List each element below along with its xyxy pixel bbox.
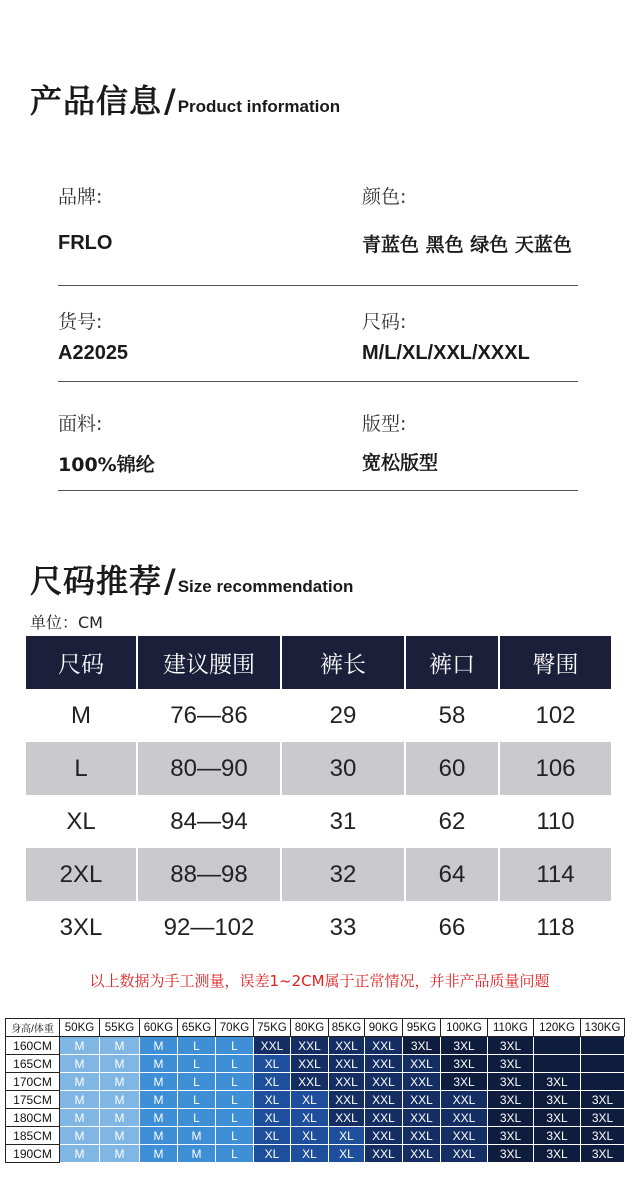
- grid-size-cell: 3XL: [441, 1037, 488, 1055]
- table-row: [6, 1055, 625, 1073]
- fabric-label: 面料:: [58, 413, 103, 435]
- table-cell: 2XL: [26, 848, 136, 901]
- grid-weight-header: 130KG: [581, 1019, 625, 1037]
- table-cell: 31: [329, 807, 357, 835]
- grid-size-cell: L: [178, 1091, 216, 1109]
- grid-size-cell: 3XL: [534, 1091, 581, 1109]
- height-weight-size-grid: [5, 1018, 625, 1163]
- grid-size-cell: XL: [254, 1073, 291, 1091]
- grid-size-cell: M: [100, 1055, 140, 1073]
- header-hem: 裤口: [406, 636, 498, 689]
- divider: [58, 285, 578, 286]
- grid-size-cell: L: [216, 1127, 254, 1145]
- header-size: 尺码: [26, 636, 136, 689]
- table-cell: 114: [500, 848, 611, 901]
- grid-weight-header: 120KG: [534, 1019, 581, 1037]
- item-number-value: A22025: [58, 342, 129, 364]
- grid-size-cell: XXL: [403, 1055, 441, 1073]
- color-label: 颜色:: [362, 186, 407, 208]
- grid-size-cell: [581, 1073, 625, 1091]
- unit-label: 单位：CM: [30, 613, 103, 632]
- grid-size-cell: XXL: [365, 1055, 403, 1073]
- grid-size-cell: 3XL: [581, 1145, 625, 1163]
- grid-size-cell: M: [60, 1037, 100, 1055]
- grid-size-cell: M: [178, 1145, 216, 1163]
- grid-height-label: 170CM: [6, 1073, 60, 1091]
- brand-label: 品牌:: [58, 186, 103, 208]
- grid-size-cell: [581, 1037, 625, 1055]
- grid-size-cell: 3XL: [403, 1037, 441, 1055]
- header-hip: 臀围: [500, 636, 611, 689]
- table-row: [26, 848, 611, 901]
- grid-size-cell: XL: [254, 1127, 291, 1145]
- grid-size-cell: M: [60, 1145, 100, 1163]
- size-value: M/L/XL/XXL/XXXL: [362, 342, 530, 364]
- grid-size-cell: 3XL: [534, 1145, 581, 1163]
- size-table: [26, 636, 611, 954]
- grid-size-cell: M: [140, 1091, 178, 1109]
- grid-size-cell: 3XL: [534, 1109, 581, 1127]
- product-info-title-cn: 产品信息: [30, 82, 163, 120]
- grid-size-cell: L: [216, 1145, 254, 1163]
- fabric-value: 100%锦纶: [58, 454, 155, 476]
- divider: [58, 490, 578, 491]
- grid-size-cell: XXL: [403, 1127, 441, 1145]
- grid-size-cell: XL: [254, 1091, 291, 1109]
- header-waist: 建议腰围: [138, 636, 280, 689]
- grid-weight-header: 60KG: [140, 1019, 178, 1037]
- grid-size-cell: M: [140, 1109, 178, 1127]
- grid-size-cell: 3XL: [534, 1127, 581, 1145]
- grid-size-cell: L: [216, 1055, 254, 1073]
- table-row: [26, 689, 611, 742]
- table-row: [6, 1109, 625, 1127]
- grid-size-cell: 3XL: [581, 1091, 625, 1109]
- grid-size-cell: 3XL: [441, 1073, 488, 1091]
- grid-height-label: 185CM: [6, 1127, 60, 1145]
- color-value: 青蓝色 黑色 绿色 天蓝色: [362, 234, 572, 256]
- grid-size-cell: [534, 1037, 581, 1055]
- grid-size-cell: M: [140, 1037, 178, 1055]
- grid-size-cell: L: [216, 1037, 254, 1055]
- grid-header-row: [6, 1019, 625, 1037]
- grid-size-cell: XL: [291, 1145, 329, 1163]
- grid-size-cell: XXL: [403, 1145, 441, 1163]
- table-cell: 92—102: [163, 913, 255, 941]
- grid-weight-header: 100KG: [441, 1019, 488, 1037]
- table-row: [26, 901, 611, 954]
- table-cell: 32: [282, 848, 404, 901]
- grid-size-cell: 3XL: [488, 1109, 534, 1127]
- table-cell: 118: [536, 913, 575, 941]
- table-cell: 58: [438, 701, 466, 729]
- grid-size-cell: XXL: [254, 1037, 291, 1055]
- table-row: [6, 1037, 625, 1055]
- grid-size-cell: M: [60, 1091, 100, 1109]
- grid-size-cell: 3XL: [488, 1037, 534, 1055]
- product-info-title: [30, 76, 340, 122]
- title-slash: /: [164, 82, 176, 120]
- table-cell: L: [26, 742, 136, 795]
- fit-value: 宽松版型: [362, 452, 439, 474]
- grid-weight-header: 65KG: [178, 1019, 216, 1037]
- grid-size-cell: M: [178, 1127, 216, 1145]
- grid-size-cell: XXL: [329, 1091, 365, 1109]
- table-cell: 66: [438, 913, 466, 941]
- grid-size-cell: XXL: [403, 1073, 441, 1091]
- grid-size-cell: M: [140, 1073, 178, 1091]
- grid-size-cell: [534, 1055, 581, 1073]
- grid-size-cell: M: [140, 1127, 178, 1145]
- grid-size-cell: L: [178, 1109, 216, 1127]
- grid-size-cell: XXL: [365, 1037, 403, 1055]
- grid-size-cell: XL: [329, 1127, 365, 1145]
- grid-weight-header: 85KG: [329, 1019, 365, 1037]
- grid-size-cell: XXL: [329, 1037, 365, 1055]
- grid-size-cell: XXL: [403, 1109, 441, 1127]
- grid-size-cell: XXL: [365, 1145, 403, 1163]
- grid-size-cell: XL: [254, 1109, 291, 1127]
- grid-size-cell: M: [60, 1073, 100, 1091]
- grid-size-cell: M: [100, 1109, 140, 1127]
- table-cell: 76—86: [170, 701, 248, 729]
- table-cell: 64: [406, 848, 498, 901]
- grid-size-cell: M: [100, 1127, 140, 1145]
- grid-size-cell: XXL: [365, 1127, 403, 1145]
- grid-height-label: 190CM: [6, 1145, 60, 1163]
- table-cell: 102: [535, 701, 576, 729]
- table-cell: 60: [406, 742, 498, 795]
- grid-size-cell: XXL: [365, 1109, 403, 1127]
- grid-size-cell: XXL: [291, 1055, 329, 1073]
- table-cell: 80—90: [138, 742, 280, 795]
- grid-size-cell: L: [178, 1037, 216, 1055]
- grid-size-cell: XXL: [403, 1091, 441, 1109]
- grid-size-cell: XXL: [291, 1037, 329, 1055]
- grid-size-cell: M: [60, 1109, 100, 1127]
- table-row: [26, 795, 611, 848]
- item-number-label: 货号:: [58, 311, 103, 333]
- grid-weight-header: 55KG: [100, 1019, 140, 1037]
- grid-size-cell: 3XL: [488, 1145, 534, 1163]
- grid-weight-header: 110KG: [488, 1019, 534, 1037]
- measurement-note: 以上数据为手工测量，误差1~2CM属于正常情况，并非产品质量问题: [89, 972, 550, 990]
- grid-height-label: 180CM: [6, 1109, 60, 1127]
- table-cell: 62: [438, 807, 466, 835]
- grid-size-cell: XXL: [441, 1145, 488, 1163]
- grid-size-cell: M: [60, 1055, 100, 1073]
- grid-weight-header: 50KG: [60, 1019, 100, 1037]
- grid-size-cell: XL: [291, 1109, 329, 1127]
- table-cell: 84—94: [170, 807, 248, 835]
- grid-weight-header: 90KG: [365, 1019, 403, 1037]
- grid-weight-header: 70KG: [216, 1019, 254, 1037]
- table-cell: 33: [329, 913, 357, 941]
- grid-size-cell: XXL: [291, 1073, 329, 1091]
- table-cell: 30: [282, 742, 404, 795]
- grid-size-cell: XXL: [441, 1091, 488, 1109]
- grid-size-cell: 3XL: [488, 1091, 534, 1109]
- grid-size-cell: [581, 1055, 625, 1073]
- grid-size-cell: XL: [329, 1145, 365, 1163]
- grid-size-cell: XL: [291, 1127, 329, 1145]
- grid-size-cell: 3XL: [581, 1127, 625, 1145]
- grid-size-cell: L: [216, 1073, 254, 1091]
- brand-value: FRLO: [58, 232, 113, 254]
- size-rec-title-cn: 尺码推荐: [30, 562, 163, 600]
- grid-size-cell: XXL: [329, 1109, 365, 1127]
- table-cell: 106: [500, 742, 611, 795]
- divider: [58, 381, 578, 382]
- table-cell: XL: [66, 807, 96, 835]
- grid-size-cell: L: [216, 1091, 254, 1109]
- grid-size-cell: XXL: [329, 1055, 365, 1073]
- grid-size-cell: M: [140, 1145, 178, 1163]
- grid-size-cell: M: [100, 1145, 140, 1163]
- size-rec-title: [30, 556, 353, 602]
- grid-size-cell: XXL: [329, 1073, 365, 1091]
- table-cell: 110: [536, 807, 575, 835]
- grid-size-cell: XL: [291, 1091, 329, 1109]
- grid-height-label: 175CM: [6, 1091, 60, 1109]
- grid-size-cell: XXL: [441, 1127, 488, 1145]
- grid-weight-header: 95KG: [403, 1019, 441, 1037]
- grid-size-cell: L: [178, 1073, 216, 1091]
- grid-size-cell: M: [100, 1091, 140, 1109]
- grid-weight-header: 80KG: [291, 1019, 329, 1037]
- grid-size-cell: 3XL: [488, 1127, 534, 1145]
- header-length: 裤长: [282, 636, 404, 689]
- grid-size-cell: XL: [254, 1145, 291, 1163]
- grid-size-cell: 3XL: [441, 1055, 488, 1073]
- grid-corner-label: 身高/体重: [6, 1019, 60, 1037]
- table-cell: 3XL: [59, 913, 103, 941]
- table-row: [6, 1091, 625, 1109]
- grid-size-cell: M: [100, 1037, 140, 1055]
- grid-size-cell: M: [100, 1073, 140, 1091]
- grid-size-cell: 3XL: [488, 1055, 534, 1073]
- product-info-title-en: Product information: [177, 97, 341, 116]
- grid-weight-header: 75KG: [254, 1019, 291, 1037]
- size-table-header: [26, 636, 611, 689]
- table-row: [6, 1127, 625, 1145]
- grid-size-cell: XL: [254, 1055, 291, 1073]
- grid-size-cell: 3XL: [488, 1073, 534, 1091]
- size-rec-title-en: Size recommendation: [177, 577, 354, 596]
- title-slash: /: [164, 562, 176, 600]
- fit-label: 版型:: [362, 413, 407, 435]
- table-cell: M: [71, 701, 91, 729]
- table-row: [6, 1145, 625, 1163]
- size-label: 尺码:: [362, 311, 407, 333]
- grid-size-cell: L: [178, 1055, 216, 1073]
- table-row: [26, 742, 611, 795]
- table-cell: 29: [329, 701, 357, 729]
- grid-height-label: 165CM: [6, 1055, 60, 1073]
- table-row: [6, 1073, 625, 1091]
- grid-size-cell: 3XL: [581, 1109, 625, 1127]
- grid-size-cell: XXL: [365, 1073, 403, 1091]
- table-cell: 88—98: [138, 848, 280, 901]
- grid-size-cell: 3XL: [534, 1073, 581, 1091]
- grid-size-cell: L: [216, 1109, 254, 1127]
- grid-height-label: 160CM: [6, 1037, 60, 1055]
- grid-size-cell: M: [140, 1055, 178, 1073]
- grid-size-cell: M: [60, 1127, 100, 1145]
- grid-size-cell: XXL: [365, 1091, 403, 1109]
- grid-size-cell: XXL: [441, 1109, 488, 1127]
